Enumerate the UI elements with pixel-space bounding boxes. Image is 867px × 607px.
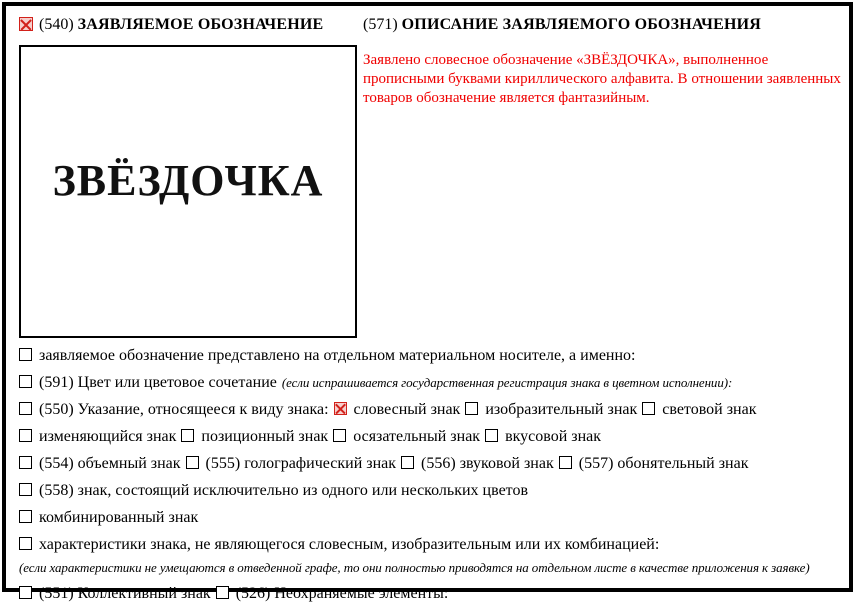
designation-description-text: Заявлено словесное обозначение «ЗВЁЗДОЧКА», выполненное прописными буквами кириллического алфавита. В отношении заявленных товаров обозначение является фантазийным. [363, 52, 841, 106]
form-row-label: (556) звуковой знак [421, 455, 554, 472]
form-row-label: (551) Коллективный знак [39, 585, 211, 602]
form-row-label: изобразительный знак [485, 401, 638, 418]
form-rows [19, 342, 849, 607]
checkbox-unchecked[interactable] [19, 375, 32, 388]
field-code-571: (571) [363, 16, 398, 33]
form-row [19, 504, 849, 531]
form-row-label: (557) обонятельный знак [578, 455, 749, 472]
form-row-label: словесный знак [353, 401, 461, 418]
checkbox-unchecked[interactable] [19, 348, 32, 361]
form-row [19, 342, 849, 369]
trademark-word-mark: ЗВЁЗДОЧКА [52, 156, 324, 205]
trademark-reproduction-box [19, 45, 357, 338]
form-row [19, 423, 849, 450]
form-row-label: (526) Неохраняемые элементы: [235, 585, 449, 602]
checkbox-unchecked[interactable] [401, 456, 414, 469]
form-row-label: вкусовой знак [505, 428, 602, 445]
form-row-label: (если характеристики не умещаются в отведенной графе, то они полностью приводятся на отдельном листе в качестве приложения к заявке) [19, 560, 810, 575]
form-row-label: (558) знак, состоящий исключительно из одного или нескольких цветов [39, 482, 528, 499]
form-row [19, 450, 849, 477]
form-row-label: (если испрашивается государственная регистрация знака в цветном исполнении): [281, 375, 733, 390]
form-row-label: (554) объемный знак [39, 455, 181, 472]
checkbox-unchecked[interactable] [559, 456, 572, 469]
field-code-540: (540) [39, 16, 74, 33]
form-row-label: (591) Цвет или цветовое сочетание [39, 374, 277, 391]
checkbox-unchecked[interactable] [19, 429, 32, 442]
checkbox-unchecked[interactable] [19, 402, 32, 415]
form-row [19, 477, 849, 504]
checkbox-checked[interactable] [334, 402, 347, 415]
form-row [19, 558, 849, 580]
checkbox-unchecked[interactable] [465, 402, 478, 415]
checkbox-unchecked[interactable] [186, 456, 199, 469]
form-row [19, 396, 849, 423]
form-row-label: (555) голографический знак [205, 455, 397, 472]
form-row [19, 580, 849, 607]
form-row [19, 369, 849, 396]
claimed-designation-header [19, 16, 323, 34]
form-row-label: комбинированный знак [39, 509, 199, 526]
checkbox-unchecked[interactable] [216, 586, 229, 599]
form-row-label: характеристики знака, не являющегося словесным, изобразительным или их комбинацией: [39, 536, 660, 553]
description-header [363, 16, 761, 34]
form-row-label: (550) Указание, относящееся к виду знака: [39, 401, 329, 418]
form-row-label: заявляемое обозначение представлено на отдельном материальном носителе, а именно: [39, 347, 636, 364]
checkbox-unchecked[interactable] [333, 429, 346, 442]
description-title: ОПИСАНИЕ ЗАЯВЛЯЕМОГО ОБОЗНАЧЕНИЯ [401, 16, 762, 33]
checkbox-unchecked[interactable] [642, 402, 655, 415]
checkbox-unchecked[interactable] [19, 510, 32, 523]
checkbox-unchecked[interactable] [485, 429, 498, 442]
form-row-label: световой знак [662, 401, 757, 418]
form-row-label: позиционный знак [201, 428, 329, 445]
checkbox-unchecked[interactable] [19, 456, 32, 469]
form-row [19, 531, 849, 558]
form-row-label: изменяющийся знак [39, 428, 177, 445]
checkbox-claimed-designation[interactable] [19, 17, 33, 31]
form-page-border [2, 2, 853, 602]
checkbox-unchecked[interactable] [19, 483, 32, 496]
checkbox-unchecked[interactable] [181, 429, 194, 442]
checkbox-unchecked[interactable] [19, 586, 32, 599]
claimed-designation-title: ЗАЯВЛЯЕМОЕ ОБОЗНАЧЕНИЕ [77, 16, 324, 33]
form-row-label: осязательный знак [353, 428, 481, 445]
checkbox-unchecked[interactable] [19, 537, 32, 550]
